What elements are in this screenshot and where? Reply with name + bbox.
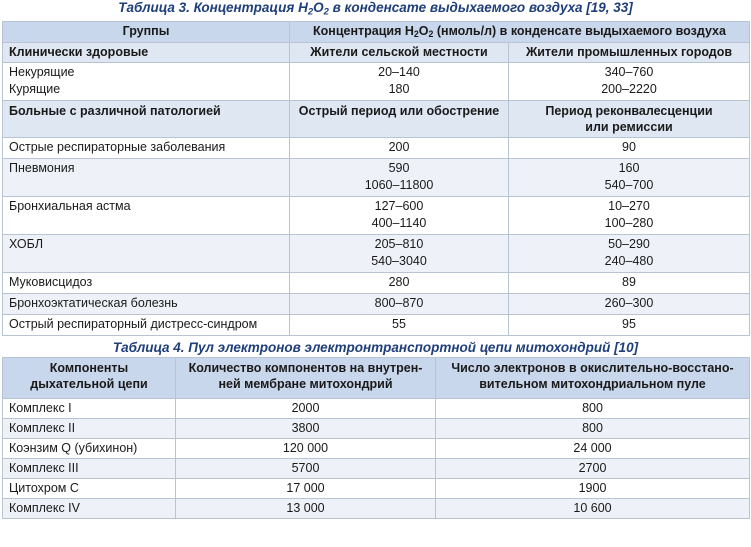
table3-header-row xyxy=(3,22,750,43)
cell-acute: 800–870 xyxy=(290,294,509,315)
row-label: Острые респираторные заболевания xyxy=(3,138,290,159)
cell-remission: 260–300 xyxy=(509,294,750,315)
cell-component: Комплекс III xyxy=(3,459,176,479)
cell-count: 3800 xyxy=(176,419,436,439)
table-row xyxy=(3,63,750,101)
table-row xyxy=(3,399,750,419)
table4 xyxy=(2,357,750,519)
section-col-acute: Острый период или обострение xyxy=(290,101,509,138)
table4-header-components: Компоненты дыхательной цепи xyxy=(3,358,176,399)
cell-remission: 90 xyxy=(509,138,750,159)
row-label: Пневмония xyxy=(3,159,290,197)
table4-header-row xyxy=(3,358,750,399)
cell-count: 2000 xyxy=(176,399,436,419)
cell-acute: 55 xyxy=(290,315,509,336)
table-row xyxy=(3,459,750,479)
cell-acute: 280 xyxy=(290,273,509,294)
table3-caption: Таблица 3. Концентрация $H_2O_2$ в конденсате выдыхаемого воздуха [19, 33] xyxy=(118,0,633,18)
section-label: Больные с различной патологией xyxy=(3,101,290,138)
cell-count: 5700 xyxy=(176,459,436,479)
table4-caption: Таблица 4. Пул электронов электронтранспортной цепи митохондрий [10] xyxy=(112,340,639,355)
cell-count: 13 000 xyxy=(176,499,436,519)
table4-header-count: Количество компонентов на внутрен- ней мембране митохондрий xyxy=(176,358,436,399)
table-row xyxy=(3,294,750,315)
cell-remission: 10–270 100–280 xyxy=(509,197,750,235)
row-label: Бронхиальная астма xyxy=(3,197,290,235)
cell-count: 120 000 xyxy=(176,439,436,459)
cell-remission: 50–290 240–480 xyxy=(509,235,750,273)
cell-electrons: 800 xyxy=(436,399,750,419)
cell-component: Комплекс I xyxy=(3,399,176,419)
table-row xyxy=(3,138,750,159)
table-row xyxy=(3,419,750,439)
cell-remission: 160 540–700 xyxy=(509,159,750,197)
cell-electrons: 1900 xyxy=(436,479,750,499)
table3-section-patients xyxy=(3,101,750,138)
cell-component: Комплекс II xyxy=(3,419,176,439)
table3 xyxy=(2,21,750,336)
table3-section-healthy xyxy=(3,43,750,63)
section-col-urban: Жители промышленных городов xyxy=(509,43,750,63)
cell-urban: 340–760 200–2220 xyxy=(509,63,750,101)
table-row xyxy=(3,439,750,459)
section-col-rural: Жители сельской местности xyxy=(290,43,509,63)
cell-component: Коэнзим Q (убихинон) xyxy=(3,439,176,459)
cell-component: Цитохром С xyxy=(3,479,176,499)
row-label: Острый респираторный дистресс-синдром xyxy=(3,315,290,336)
table-row xyxy=(3,315,750,336)
cell-acute: 205–810 540–3040 xyxy=(290,235,509,273)
table4-header-electrons: Число электронов в окислительно-восстано- вительном митохондриальном пуле xyxy=(436,358,750,399)
table-row xyxy=(3,499,750,519)
table-row xyxy=(3,479,750,499)
table-row xyxy=(3,235,750,273)
table-row xyxy=(3,273,750,294)
table3-header-concentration: Концентрация $H_2O_2$ (нмоль/л) в конденсате выдыхаемого воздуха xyxy=(290,22,750,43)
section-label: Клинически здоровые xyxy=(3,43,290,63)
cell-electrons: 10 600 xyxy=(436,499,750,519)
table-row xyxy=(3,197,750,235)
row-label: ХОБЛ xyxy=(3,235,290,273)
cell-acute: 200 xyxy=(290,138,509,159)
row-label: Муковисцидоз xyxy=(3,273,290,294)
table-row xyxy=(3,159,750,197)
cell-remission: 89 xyxy=(509,273,750,294)
cell-acute: 590 1060–11800 xyxy=(290,159,509,197)
section-col-remission: Период реконвалесценции или ремиссии xyxy=(509,101,750,138)
cell-count: 17 000 xyxy=(176,479,436,499)
table3-header-groups: Группы xyxy=(3,22,290,43)
cell-remission: 95 xyxy=(509,315,750,336)
cell-electrons: 24 000 xyxy=(436,439,750,459)
cell-component: Комплекс IV xyxy=(3,499,176,519)
cell-electrons: 800 xyxy=(436,419,750,439)
cell-rural: 20–140 180 xyxy=(290,63,509,101)
row-label: Бронхоэктатическая болезнь xyxy=(3,294,290,315)
cell-electrons: 2700 xyxy=(436,459,750,479)
cell-acute: 127–600 400–1140 xyxy=(290,197,509,235)
row-label: Некурящие Курящие xyxy=(3,63,290,101)
